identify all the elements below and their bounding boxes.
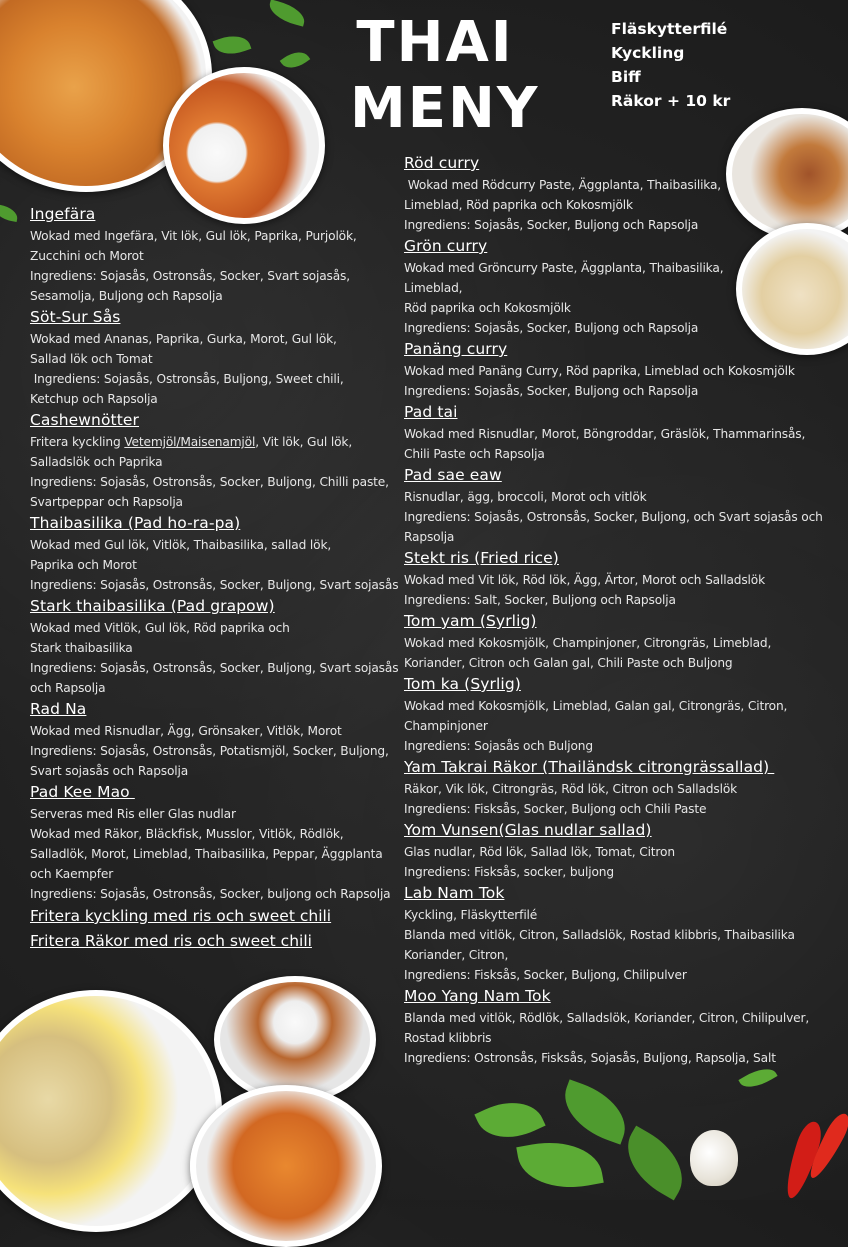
dish-ingredients: Rapsolja	[404, 530, 455, 544]
dish-name: Cashewnötter	[30, 411, 140, 429]
protein-options	[611, 17, 730, 113]
protein-option: Biff	[611, 68, 641, 86]
herb-bunch-decoration	[474, 1089, 545, 1151]
dish-description: Paprika och Morot	[30, 558, 137, 572]
dish-description: Salladlök, Morot, Limeblad, Thaibasilika, Peppar, Äggplanta	[30, 847, 383, 861]
dish-name: Lab Nam Tok	[404, 884, 505, 902]
dish-name: Pad Kee Mao	[30, 783, 135, 801]
dish-ingredients: Ingrediens: Fisksås, socker, buljong	[404, 865, 614, 879]
dish-tom-yam	[404, 610, 824, 673]
dish-name: Söt-Sur Sås	[30, 308, 121, 326]
dish-description: Röd paprika och Kokosmjölk	[404, 301, 571, 315]
food-photo-fried-rice	[0, 990, 222, 1232]
dish-ingredients: Ingrediens: Fisksås, Socker, Buljong, Chilipulver	[404, 968, 687, 982]
dish-description: Wokad med Rödcurry Paste, Äggplanta, Thaibasilika,	[404, 178, 722, 192]
dish-description: Wokad med Risnudlar, Ägg, Grönsaker, Vitlök, Morot	[30, 724, 342, 738]
dish-ingredients: Ingrediens: Salt, Socker, Buljong och Rapsolja	[404, 593, 676, 607]
dish-ingredients: och Rapsolja	[30, 681, 106, 695]
dish-description: Wokad med Kokosmjölk, Limeblad, Galan gal, Citrongräs, Citron,	[404, 699, 788, 713]
dish-ingredients: Sesamolja, Buljong och Rapsolja	[30, 289, 223, 303]
dish-description-text: Fritera kyckling	[30, 435, 125, 449]
dish-ingredients: Ingrediens: Sojasås, Socker, Buljong och Rapsolja	[404, 384, 699, 398]
dish-ingefara	[30, 203, 395, 306]
dish-yom-vunsen	[404, 819, 824, 882]
dish-description: Kyckling, Fläskytterfilé	[404, 908, 538, 922]
dish-fried-shrimp: Fritera Räkor med ris och sweet chili	[30, 932, 312, 950]
dish-description: Serveras med Ris eller Glas nudlar	[30, 807, 236, 821]
dish-name: Moo Yang Nam Tok	[404, 987, 551, 1005]
dish-name: Grön curry	[404, 237, 488, 255]
dish-name: Yam Takrai Räkor (Thailändsk citrongrässallad)	[404, 758, 775, 776]
dish-gron-curry	[404, 235, 824, 338]
dish-ingredients: Ingrediens: Fisksås, Socker, Buljong och Chili Paste	[404, 802, 707, 816]
dish-ingredients: Ingrediens: Sojasås, Ostronsås, Socker, Buljong, och Svart sojasås och	[404, 510, 823, 524]
dish-pad-sae-eaw	[404, 464, 824, 547]
dish-description: Glas nudlar, Röd lök, Sallad lök, Tomat, Citron	[404, 845, 675, 859]
dish-name: Stekt ris (Fried rice)	[404, 549, 559, 567]
dish-description	[30, 432, 395, 452]
dish-stark-thaibasilika	[30, 595, 399, 698]
basil-leaf-decoration	[280, 46, 310, 74]
food-photo-shrimp-rice	[163, 67, 325, 224]
dish-ingredients: Ingrediens: Sojasås, Socker, Buljong och Rapsolja	[404, 321, 699, 335]
dish-description: Koriander, Citron,	[404, 948, 509, 962]
dish-description: Salladslök och Paprika	[30, 455, 163, 469]
garlic-icon	[690, 1130, 738, 1186]
herb-bunch-decoration	[555, 1079, 636, 1144]
dish-description: Wokad med Panäng Curry, Röd paprika, Limeblad och Kokosmjölk	[404, 364, 795, 378]
dish-description: Blanda med vitlök, Rödlök, Salladslök, Koriander, Citron, Chilipulver,	[404, 1011, 810, 1025]
food-photo-shrimp-curry	[190, 1085, 382, 1247]
dish-description: Wokad med Kokosmjölk, Champinjoner, Citrongräs, Limeblad,	[404, 636, 772, 650]
dish-description: Koriander, Citron och Galan gal, Chili Paste och Buljong	[404, 656, 733, 670]
dish-moo-yang-nam-tok	[404, 985, 824, 1068]
dish-name: Yom Vunsen(Glas nudlar sallad)	[404, 821, 652, 839]
dish-description: Chili Paste och Rapsolja	[404, 447, 545, 461]
dish-description: Wokad med Ananas, Paprika, Gurka, Morot, Gul lök,	[30, 332, 337, 346]
dish-description: Limeblad,	[404, 281, 463, 295]
dish-ingredients: Ingrediens: Ostronsås, Fisksås, Sojasås, Buljong, Rapsolja, Salt	[404, 1051, 776, 1065]
dish-name: Panäng curry	[404, 340, 508, 358]
dish-description-text: , Vit lök, Gul lök,	[255, 435, 353, 449]
dish-description: Wokad med Vit lök, Röd lök, Ägg, Ärtor, Morot och Salladslök	[404, 573, 765, 587]
dish-description: Sallad lök och Tomat	[30, 352, 153, 366]
menu-right-column	[404, 152, 824, 1068]
dish-fried-chicken: Fritera kyckling med ris och sweet chili	[30, 907, 332, 925]
dish-description: Wokad med Gröncurry Paste, Äggplanta, Thaibasilika,	[404, 261, 724, 275]
herb-bunch-decoration	[613, 1126, 697, 1201]
dish-pad-tai	[404, 401, 824, 464]
protein-option: Fläskytterfilé	[611, 20, 728, 38]
dish-pad-kee-mao	[30, 781, 395, 904]
dish-stekt-ris	[404, 547, 824, 610]
dish-name: Ingefära	[30, 205, 96, 223]
menu-title	[350, 10, 540, 142]
menu-left-column	[30, 203, 399, 954]
protein-option: Kyckling	[611, 44, 685, 62]
dish-description: Limeblad, Röd paprika och Kokosmjölk	[404, 198, 633, 212]
dish-name: Tom yam (Syrlig)	[404, 612, 537, 630]
dish-name: Thaibasilika (Pad ho-ra-pa)	[30, 514, 241, 532]
dish-ingredients: Ingrediens: Sojasås, Ostronsås, Socker, Buljong, Chilli paste,	[30, 475, 389, 489]
dish-rad-na	[30, 698, 395, 781]
menu-title-line-2: MENY	[350, 76, 540, 141]
dish-ingredients: Ingrediens: Sojasås, Ostronsås, Potatismjöl, Socker, Buljong,	[30, 744, 389, 758]
herb-bunch-decoration	[516, 1133, 603, 1196]
dish-ingredients: Ingrediens: Sojasås och Buljong	[404, 739, 593, 753]
dish-description: Wokad med Gul lök, Vitlök, Thaibasilika, sallad lök,	[30, 538, 332, 552]
dish-cashewnotter	[30, 409, 395, 512]
dish-ingredients: Ingrediens: Sojasås, Ostronsås, Socker, Svart sojasås,	[30, 269, 350, 283]
food-photo-rice-chicken	[214, 976, 376, 1103]
dish-name: Tom ka (Syrlig)	[404, 675, 521, 693]
dish-description: Wokad med Risnudlar, Morot, Böngroddar, Gräslök, Thammarinsås,	[404, 427, 806, 441]
dish-description: Wokad med Räkor, Bläckfisk, Musslor, Vitlök, Rödlök,	[30, 827, 344, 841]
basil-leaf-decoration	[213, 30, 252, 60]
dish-description: Blanda med vitlök, Citron, Salladslök, Rostad klibbris, Thaibasilika	[404, 928, 795, 942]
dish-yam-takrai	[404, 756, 824, 819]
dish-rod-curry	[404, 152, 824, 235]
protein-option: Räkor + 10 kr	[611, 92, 731, 110]
basil-leaf-decoration	[266, 0, 307, 27]
basil-leaf-decoration	[0, 204, 19, 222]
dish-name: Stark thaibasilika (Pad grapow)	[30, 597, 275, 615]
dish-ingredients: Ingrediens: Sojasås, Ostronsås, Buljong, Sweet chili,	[30, 372, 344, 386]
dish-name: Pad sae eaw	[404, 466, 502, 484]
dish-description: Rostad klibbris	[404, 1031, 492, 1045]
dish-name: Rad Na	[30, 700, 87, 718]
dish-ingredients: Ingrediens: Sojasås, Ostronsås, Socker, buljong och Rapsolja	[30, 887, 391, 901]
dish-ingredients: Ingrediens: Sojasås, Socker, Buljong och Rapsolja	[404, 218, 699, 232]
dish-ingredients: Ketchup och Rapsolja	[30, 392, 158, 406]
dish-description: Wokad med Ingefära, Vit lök, Gul lök, Paprika, Purjolök,	[30, 229, 357, 243]
dish-description: Zucchini och Morot	[30, 249, 144, 263]
dish-description: Champinjoner	[404, 719, 488, 733]
dish-ingredients: Ingrediens: Sojasås, Ostronsås, Socker, Buljong, Svart sojasås	[30, 578, 399, 592]
menu-title-line-1: THAI	[356, 10, 514, 75]
dish-description: Wokad med Vitlök, Gul lök, Röd paprika och	[30, 621, 290, 635]
dish-description: och Kaempfer	[30, 867, 114, 881]
dish-description: Stark thaibasilika	[30, 641, 133, 655]
dish-description-flour: Vetemjöl/Maisenamjöl	[124, 435, 256, 449]
dish-lab-nam-tok	[404, 882, 824, 985]
dish-ingredients: Ingrediens: Sojasås, Ostronsås, Socker, Buljong, Svart sojasås	[30, 661, 399, 675]
dish-ingredients: Svartpeppar och Rapsolja	[30, 495, 183, 509]
dish-panang-curry	[404, 338, 824, 401]
dish-name: Pad tai	[404, 403, 458, 421]
dish-description: Räkor, Vik lök, Citrongräs, Röd lök, Citron och Salladslök	[404, 782, 738, 796]
dish-sot-sur-sas	[30, 306, 395, 409]
dish-name: Röd curry	[404, 154, 480, 172]
dish-ingredients: Svart sojasås och Rapsolja	[30, 764, 189, 778]
dish-description: Risnudlar, ägg, broccoli, Morot och vitlök	[404, 490, 647, 504]
dish-tom-ka	[404, 673, 824, 756]
dish-thaibasilika	[30, 512, 399, 595]
